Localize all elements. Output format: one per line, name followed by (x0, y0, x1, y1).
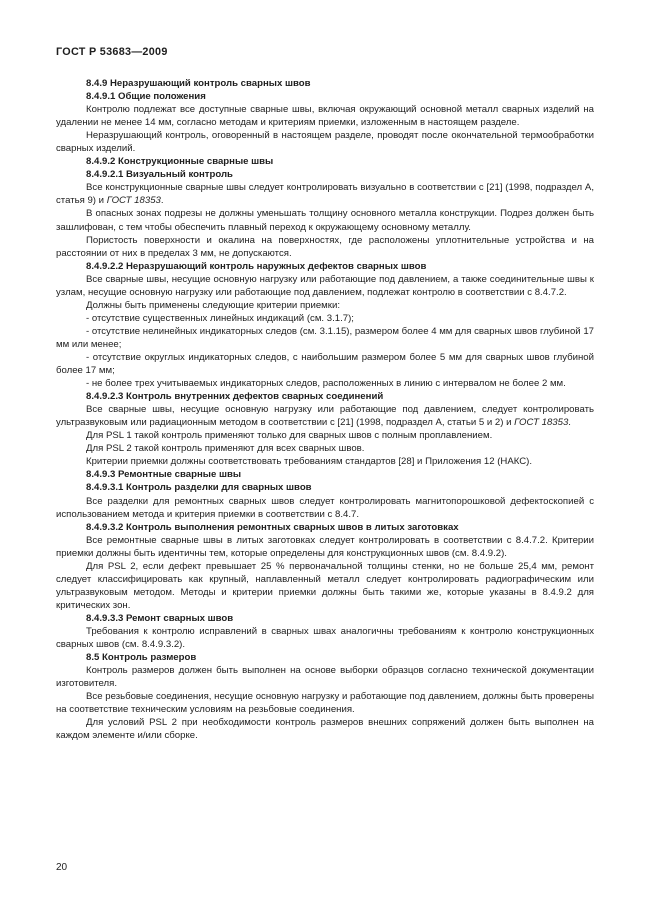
document-header: ГОСТ Р 53683—2009 (56, 46, 168, 58)
body-paragraph: Все ремонтные сварные швы в литых заготовках следует контролировать в соответствии с 8.4.7.2. Критерии приемки должны быть идентичны тем, которые определены для конструкционных швов (см. 8.4.9.2). (56, 534, 594, 559)
body-paragraph: Требования к контролю исправлений в сварных швах аналогичны требованиям к контролю конструкционных сварных швов (см. 8.4.9.3.2). (56, 625, 594, 651)
section-heading: 8.4.9.2 Конструкционные сварные швы (86, 156, 274, 168)
body-paragraph: Все разделки для ремонтных сварных швов следует контролировать магнитопорошковой дефектоскопией с использованием метода и критерия приемки в соответствии с 8.4.7. (56, 495, 594, 520)
document-body (56, 77, 594, 742)
body-paragraph: - не более трех учитываемых индикаторных следов, расположенных в линию с интервалом не более 2 мм. (86, 378, 566, 390)
body-paragraph: Неразрушающий контроль, оговоренный в настоящем разделе, проводят после окончательной термообработки сварных изделий. (56, 130, 594, 155)
body-paragraph: Для PSL 2, если дефект превышает 25 % первоначальной толщины стенки, но не больше 25,4 мм, ремонт следует классифицировать как крупный, наплавленный металл следует контролировать радиографическим или ультразвуковым методом. Методы и критерии приемки должны быть такими же, которые указаны в 8.4.9.2 для критических зон. (56, 560, 594, 611)
body-paragraph: Для PSL 1 такой контроль применяют только для сварных швов с полным проплавлением. (86, 430, 493, 442)
body-paragraph: Критерии приемки должны соответствовать требованиям стандартов [28] и Приложения 12 (НАКС). (86, 456, 533, 468)
section-heading: 8.4.9.2.1 Визуальный контроль (86, 169, 233, 181)
section-heading: 8.4.9.3 Ремонтные сварные швы (86, 469, 242, 481)
body-paragraph: Все сварные швы, несущие основную нагрузку или работающие под давлением, а также соединительные швы к узлам, несущие основную нагрузку или работающие под давлением, подлежат контролю в соответствии с 8.4.7.2. (56, 273, 594, 298)
body-paragraph: Должны быть применены следующие критерии приемки: (86, 299, 341, 311)
section-heading: 8.4.9 Неразрушающий контроль сварных швов (86, 78, 311, 89)
section-heading: 8.4.9.3.3 Ремонт сварных швов (86, 612, 234, 624)
body-paragraph: Пористость поверхности и окалина на поверхностях, где расположены уплотнительные устройства и на расстоянии от них в пределах 3 мм, не допускаются. (56, 234, 594, 259)
section-heading: 8.4.9.3.2 Контроль выполнения ремонтных сварных швов в литых заготовках (86, 521, 459, 533)
body-paragraph: Контроль размеров должен быть выполнен на основе выборки образцов согласно технической документации изготовителя. (56, 665, 594, 690)
body-paragraph: Для условий PSL 2 при необходимости контроль размеров внешних сопряжений должен быть выполнен на каждом элементе и/или сборке. (56, 717, 594, 742)
section-heading: 8.4.9.2.3 Контроль внутренних дефектов сварных соединений (86, 391, 384, 403)
body-paragraph: - отсутствие округлых индикаторных следов, с наибольшим размером более 5 мм для сварных швов глубиной более 17 мм; (56, 351, 594, 377)
section-heading: 8.4.9.2.2 Неразрушающий контроль наружных дефектов сварных швов (86, 260, 427, 272)
body-paragraph: Все конструкционные сварные швы следует контролировать визуально в соответствии с [21] (1998, подраздел А, статья 9) и ГОСТ 18353. (56, 182, 594, 207)
body-paragraph: - отсутствие существенных линейных индикаций (см. 3.1.7); (86, 312, 354, 324)
section-heading: 8.4.9.1 Общие положения (86, 91, 206, 103)
page-number: 20 (56, 862, 68, 873)
body-paragraph: Контролю подлежат все доступные сварные швы, включая окружающий основной металл сварных изделий на удалении не менее 14 мм, согласно методам и критериям приемки, изложенным в настоящем разделе. (56, 104, 594, 129)
body-paragraph: Все сварные швы, несущие основную нагрузку или работающие под давлением, следует контролировать ультразвуковым или радиационным методом в соответствии с [21] (1998, подраздел А, статьи 5 и 2) и ГОСТ 18353. (56, 404, 594, 429)
section-heading: 8.5 Контроль размеров (86, 652, 197, 664)
body-paragraph: Для PSL 2 такой контроль применяют для всех сварных швов. (86, 443, 365, 455)
standard-reference: ГОСТ 18353 (514, 417, 569, 429)
body-paragraph: В опасных зонах подрезы не должны уменьшать толщину основного металла конструкции. Подрез должен быть зашлифован, с тем чтобы обеспечить плавный переход к окружающему основному металлу. (56, 208, 594, 233)
body-paragraph: - отсутствие нелинейных индикаторных следов (см. 3.1.15), размером более 4 мм для сварных швов глубиной 17 мм или менее; (56, 325, 594, 350)
section-heading: 8.4.9.3.1 Контроль разделки для сварных швов (86, 482, 312, 494)
standard-reference: ГОСТ 18353 (106, 195, 161, 207)
body-paragraph: Все резьбовые соединения, несущие основную нагрузку и работающие под давлением, должны быть проверены на соответствие техническим условиям на резьбовые соединения. (56, 691, 594, 716)
